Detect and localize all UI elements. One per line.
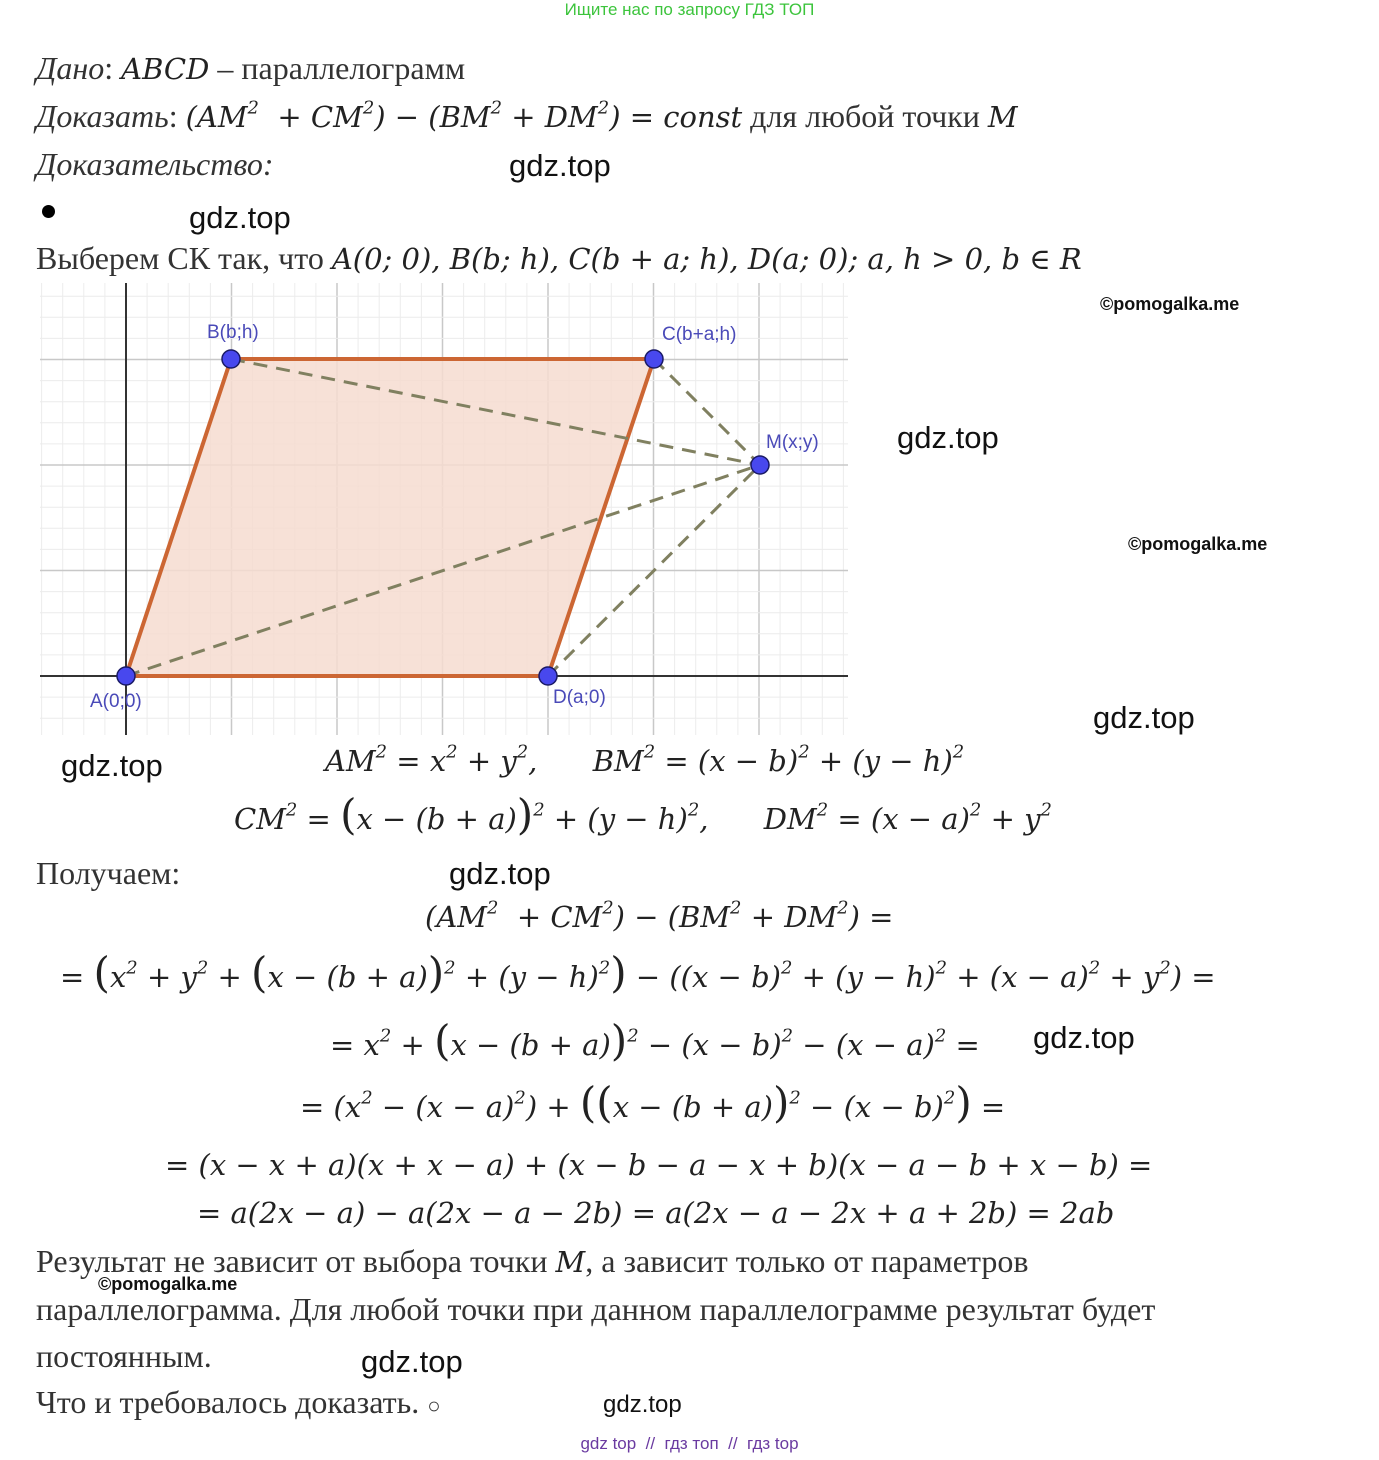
label-m: M(x;y) <box>766 432 819 453</box>
watermark-gdz: gdz.top <box>897 420 999 455</box>
bullet-dot <box>42 205 55 218</box>
conclusion-text-1: Результат не зависит от выбора точки <box>36 1243 548 1279</box>
watermark-pomogalka: ©pomogalka.me <box>1100 294 1240 314</box>
watermark-gdz: gdz.top <box>449 856 551 891</box>
derivation-line-6: = a(2x − a) − a(2x − a − 2b) = a(2x − a − 2x + a + 2b) = 2ab <box>197 1196 1115 1230</box>
conclusion-line-1: Результат не зависит от выбора точки M, а зависит только от параметров <box>36 1243 1029 1279</box>
prove-label: Доказать <box>36 98 169 134</box>
label-a: A(0;0) <box>90 691 142 712</box>
qed-text: Что и требовалось доказать. <box>36 1384 420 1420</box>
derivation-line-3: = $x^2 + (x - (b + a))^2 - (x - b)^2 - (x - a)^2$ = <box>330 1016 980 1065</box>
qed-line <box>36 1384 441 1421</box>
point-b <box>222 350 240 368</box>
watermark-gdz: gdz.top <box>361 1344 463 1379</box>
watermark-gdz: gdz.top <box>1033 1020 1135 1055</box>
point-m <box>751 456 769 474</box>
formula-cm-dm: $CM^2 = (x - (b + a))^2 + (y - h)^2$, $DM^2 = (x - a)^2 + y^2$ <box>234 790 1052 839</box>
parallelogram-figure <box>40 283 850 735</box>
derivation-line-2: = $(x^2 + y^2 + (x - (b + a))^2 + (y - h)^2) - ((x - b)^2 + (y - h)^2 + (x - a)^2 + y^2)$ = <box>60 948 1216 997</box>
derivation-line-4: = $(x^2 - (x - a)^2) + ((x - (b + a))^2 - (x - b)^2)$ = <box>300 1078 1006 1127</box>
watermark-gdz: gdz.top <box>509 148 611 183</box>
label-c: C(b+a;h) <box>662 324 737 345</box>
watermark-gdz: gdz.top <box>603 1391 682 1418</box>
coords-line: Выберем СК так, что A(0; 0), B(b; h), C(b + a; h), D(a; 0); a, h > 0, b ∈ R <box>36 240 1082 276</box>
obtain-label: Получаем: <box>36 855 181 891</box>
label-d: D(a;0) <box>553 687 606 708</box>
coords-text: Выберем СК так, что <box>36 240 324 276</box>
footer-links[interactable]: gdz top // гдз топ // гдз top <box>580 1434 799 1453</box>
label-b: B(b;h) <box>207 322 259 343</box>
watermark-gdz: gdz.top <box>61 748 163 783</box>
watermark-pomogalka: ©pomogalka.me <box>1128 534 1268 554</box>
watermark-gdz: gdz.top <box>189 200 291 235</box>
top-banner: Ищите нас по запросу ГДЗ ТОП <box>564 0 815 19</box>
prove-line: Доказать: $(AM^2 + CM^2) - (BM^2 + DM^2)$ = const для любой точки M <box>36 97 1018 134</box>
given-label: Дано <box>36 50 105 86</box>
conclusion-text-2: , а зависит только от параметров <box>585 1243 1029 1279</box>
point-c <box>645 350 663 368</box>
conclusion-line-3: постоянным. <box>36 1338 212 1374</box>
point-d <box>539 667 557 685</box>
given-line: Дано: ABCD – параллелограмм <box>36 50 466 86</box>
point-a <box>117 667 135 685</box>
prove-suffix: для любой точки <box>750 98 980 134</box>
qed-mark: ○ <box>427 1393 441 1418</box>
segment-cm <box>654 359 760 465</box>
watermark-gdz: gdz.top <box>1093 700 1195 735</box>
watermark-pomogalka: ©pomogalka.me <box>98 1274 238 1294</box>
parallelogram-fill <box>126 359 654 676</box>
given-text: – параллелограмм <box>217 50 466 86</box>
conclusion-line-2: параллелограмма. Для любой точки при данном параллелограмме результат будет <box>36 1291 1156 1327</box>
derivation-line-5: = (x − x + a)(x + x − a) + (x − b − a − x + b)(x − a − b + x − b) = <box>165 1148 1153 1182</box>
proof-label: Доказательство: <box>36 146 274 182</box>
derivation-line-1: $(AM^2 + CM^2) - (BM^2 + DM^2)$ = <box>425 897 894 934</box>
formula-am-bm: $AM^2 = x^2 + y^2$, $BM^2 = (x - b)^2 + (y - h)^2$ <box>325 741 965 778</box>
